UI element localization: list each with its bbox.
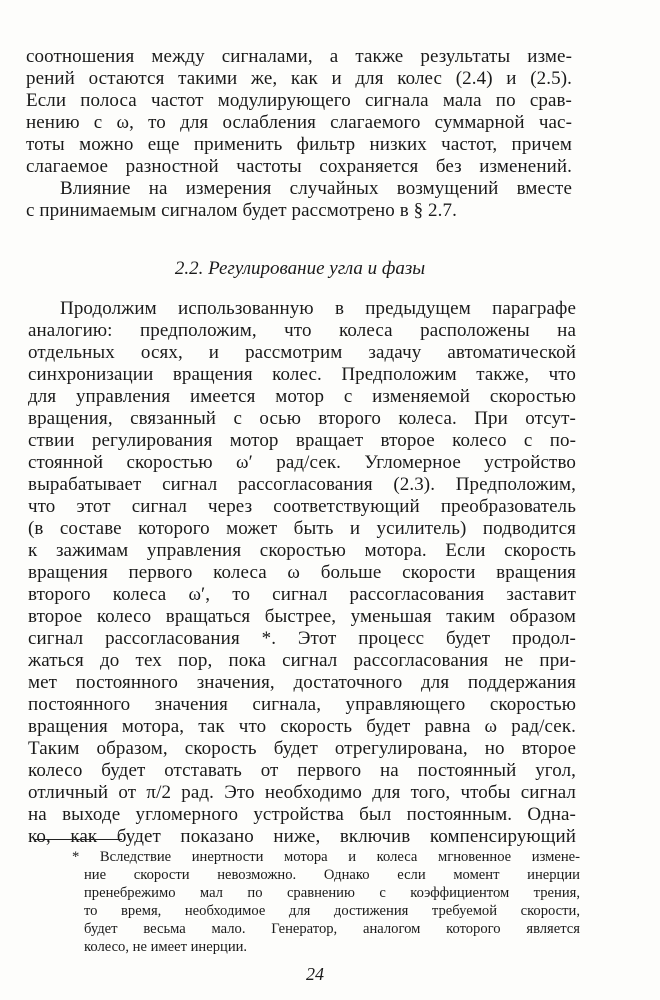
- text-line: что этот сигнал через соответствующий преобразователь: [28, 496, 576, 517]
- text-line: жаться до тех пор, пока сигнал рассогласования не при-: [28, 650, 576, 671]
- section-heading: 2.2. Регулирование угла и фазы: [174, 258, 426, 279]
- text-line: ко, как будет показано ниже, включив компенсирующий: [28, 826, 576, 847]
- text-line: Если полоса частот модулирующего сигнала мала по срав-: [26, 90, 572, 111]
- text-line: аналогию: предположим, что колеса расположены на: [28, 320, 576, 341]
- text-line: соотношения между сигналами, а также результаты изме-: [26, 46, 572, 67]
- footnote-line: * Вследствие инертности мотора и колеса мгновенное измене-: [72, 849, 580, 865]
- text-line: отдельных осях, и рассмотрим задачу автоматической: [28, 342, 576, 363]
- text-line: для управления имеется мотор с изменяемой скоростью: [28, 386, 576, 407]
- footnote-line: пренебрежимо мал по сравнению с коэффициентом трения,: [84, 885, 580, 901]
- page-number: 24: [306, 964, 324, 984]
- text-line: вращения, связанный с осью второго колеса. При отсут-: [28, 408, 576, 429]
- text-line: (в составе которого может быть и усилитель) подводится: [28, 518, 576, 539]
- text-line: нению с ω, то для ослабления слагаемого суммарной час-: [26, 112, 572, 133]
- footnote-line: то время, необходимое для достижения требуемой скорости,: [84, 903, 580, 919]
- text-line: постоянного значения сигнала, управляющего скоростью: [28, 694, 576, 715]
- text-line: рений остаются такими же, как и для колес (2.4) и (2.5).: [26, 68, 572, 89]
- text-line: слагаемое разностной частоты сохраняется без изменений.: [26, 156, 572, 177]
- text-line: сигнал рассогласования *. Этот процесс будет продол-: [28, 628, 576, 649]
- footnote-line: ние скорости невозможно. Однако если момент инерции: [84, 867, 580, 883]
- footnote-rule: [34, 839, 122, 840]
- text-line: стоянной скоростью ω′ рад/сек. Угломерное устройство: [28, 452, 576, 473]
- text-line: Таким образом, скорость будет отрегулирована, но второе: [28, 738, 576, 759]
- footnote-line: будет весьма мало. Генератор, аналогом которого является: [84, 921, 580, 937]
- text-line: к зажимам управления скоростью мотора. Если скорость: [28, 540, 576, 561]
- text-line: вращения первого колеса ω больше скорости вращения: [28, 562, 576, 583]
- text-line: вырабатывает сигнал рассогласования (2.3). Предположим,: [28, 474, 576, 495]
- text-line: синхронизации вращения колес. Предположим также, что: [28, 364, 576, 385]
- footnote-line: колесо, не имеет инерции.: [84, 939, 248, 955]
- text-line: с принимаемым сигналом будет рассмотрено в § 2.7.: [26, 200, 457, 221]
- text-line: второго колеса ω′, то сигнал рассогласования заставит: [28, 584, 576, 605]
- text-line: тоты можно еще применить фильтр низких частот, причем: [26, 134, 572, 155]
- text-line: на выходе угломерного устройства был постоянным. Одна-: [28, 804, 576, 825]
- text-line: Продолжим использованную в предыдущем параграфе: [60, 298, 576, 319]
- text-line: второе колесо вращаться быстрее, уменьшая таким образом: [28, 606, 576, 627]
- text-line: Влияние на измерения случайных возмущений вместе: [60, 178, 572, 199]
- text-line: колесо будет отставать от первого на постоянный угол,: [28, 760, 576, 781]
- text-line: вращения мотора, так что скорость будет равна ω рад/сек.: [28, 716, 576, 737]
- text-line: отличный от π/2 рад. Это необходимо для того, чтобы сигнал: [28, 782, 576, 803]
- text-line: ствии регулирования мотор вращает второе колесо с по-: [28, 430, 576, 451]
- text-line: мет постоянного значения, достаточного для поддержания: [28, 672, 576, 693]
